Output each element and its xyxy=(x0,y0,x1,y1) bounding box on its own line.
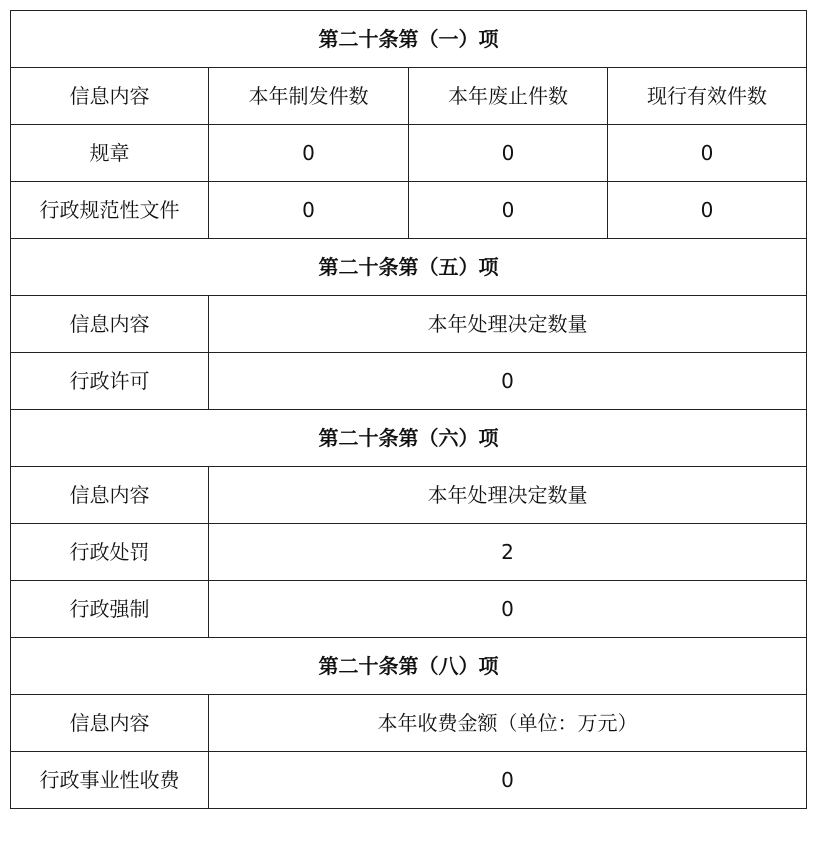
header-cell: 信息内容 xyxy=(11,695,209,752)
value-cell: 0 xyxy=(209,353,807,410)
header-cell: 本年制发件数 xyxy=(209,68,409,125)
header-cell: 现行有效件数 xyxy=(608,68,807,125)
row-label: 行政强制 xyxy=(11,581,209,638)
value-cell: 2 xyxy=(209,524,807,581)
row-label: 行政事业性收费 xyxy=(11,752,209,809)
table-row xyxy=(11,353,807,410)
section-title: 第二十条第（一）项 xyxy=(11,11,807,68)
value-cell: 0 xyxy=(608,182,807,239)
table-row xyxy=(11,752,807,809)
header-row xyxy=(11,68,807,125)
row-label: 行政许可 xyxy=(11,353,209,410)
value-cell: 0 xyxy=(409,125,608,182)
section-title: 第二十条第（八）项 xyxy=(11,638,807,695)
value-cell: 0 xyxy=(209,752,807,809)
row-label: 规章 xyxy=(11,125,209,182)
header-cell: 信息内容 xyxy=(11,296,209,353)
value-cell: 0 xyxy=(409,182,608,239)
section-row xyxy=(11,11,807,68)
header-row xyxy=(11,695,807,752)
header-cell: 本年处理决定数量 xyxy=(209,467,807,524)
table-row xyxy=(11,524,807,581)
section-title: 第二十条第（五）项 xyxy=(11,239,807,296)
section-title: 第二十条第（六）项 xyxy=(11,410,807,467)
section-row xyxy=(11,638,807,695)
header-cell: 信息内容 xyxy=(11,68,209,125)
header-row xyxy=(11,296,807,353)
row-label: 行政处罚 xyxy=(11,524,209,581)
header-cell: 信息内容 xyxy=(11,467,209,524)
header-row xyxy=(11,467,807,524)
header-cell: 本年废止件数 xyxy=(409,68,608,125)
value-cell: 0 xyxy=(209,182,409,239)
section-row xyxy=(11,239,807,296)
header-cell: 本年处理决定数量 xyxy=(209,296,807,353)
header-cell: 本年收费金额（单位：万元） xyxy=(209,695,807,752)
table-row xyxy=(11,125,807,182)
table-row xyxy=(11,182,807,239)
value-cell: 0 xyxy=(608,125,807,182)
value-cell: 0 xyxy=(209,125,409,182)
section-row xyxy=(11,410,807,467)
value-cell: 0 xyxy=(209,581,807,638)
table-row xyxy=(11,581,807,638)
row-label: 行政规范性文件 xyxy=(11,182,209,239)
disclosure-table xyxy=(10,10,807,809)
